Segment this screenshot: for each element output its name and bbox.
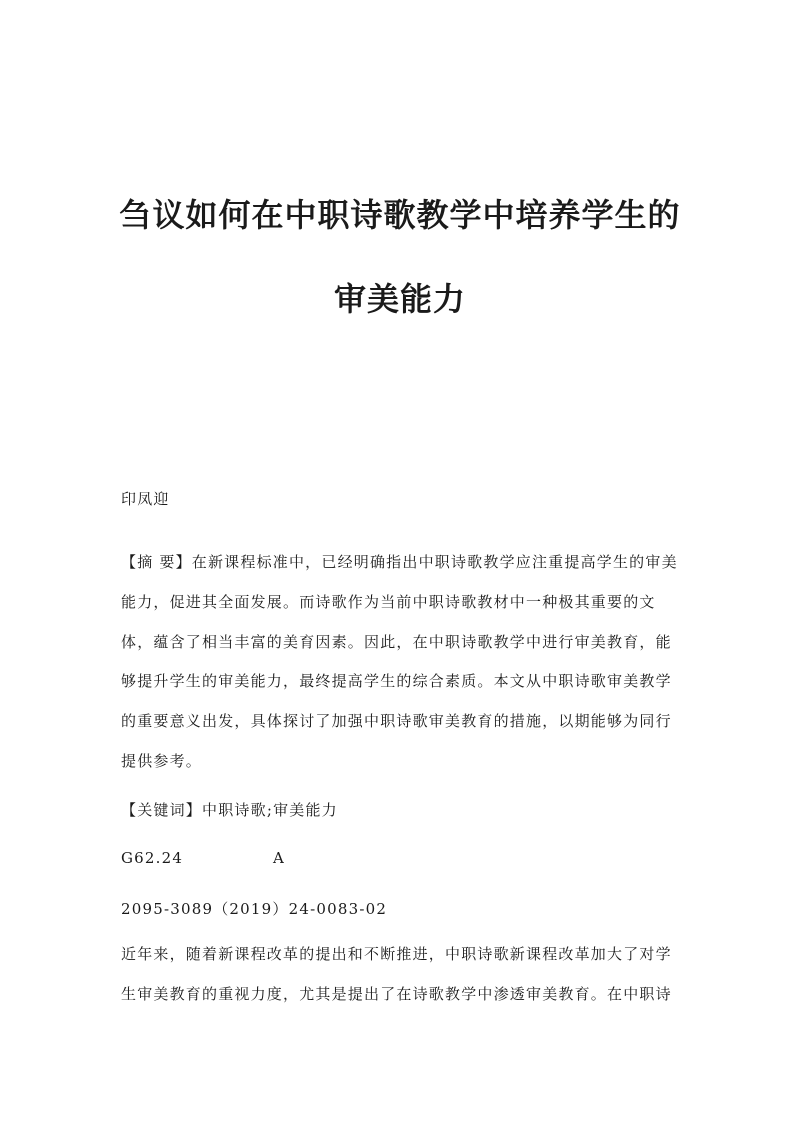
body-line-2: 生审美教育的重视力度，尤其是提出了在诗歌教学中渗透审美教育。在中职诗	[121, 985, 672, 1003]
abstract-line-6: 提供参考。	[121, 752, 203, 770]
abstract-line-4: 够提升学生的审美能力，最终提高学生的综合素质。本文从中职诗歌审美教学	[121, 672, 672, 690]
abstract-label: 【摘 要】	[121, 553, 192, 571]
abstract-line-3: 体，蕴含了相当丰富的美育因素。因此，在中职诗歌教学中进行审美教育，能	[121, 633, 672, 651]
author-name: 印凤迎	[121, 490, 170, 508]
classification-line	[121, 849, 686, 867]
abstract-text: 在新课程标准中，已经明确指出中职诗歌教学应注重提高学生的审美	[191, 553, 678, 571]
article-id: 2095-3089（2019）24-0083-02	[121, 900, 388, 918]
document-code: A	[273, 849, 286, 867]
abstract-line-5: 的重要意义出发，具体探讨了加强中职诗歌审美教育的措施，以期能够为同行	[121, 712, 672, 730]
abstract-line-2: 能力，促进其全面发展。而诗歌作为当前中职诗歌教材中一种极其重要的文	[121, 593, 656, 611]
body-line-1: 近年来，随着新课程改革的提出和不断推进，中职诗歌新课程改革加大了对学	[121, 945, 672, 963]
paper-title-line-2: 审美能力	[333, 280, 466, 318]
keywords-value: 中职诗歌;审美能力	[202, 801, 338, 819]
paper-title-line-1: 刍议如何在中职诗歌教学中培养学生的	[119, 196, 681, 234]
keywords-label: 【关键词】	[121, 801, 203, 819]
clc-number: G62.24	[121, 849, 184, 867]
abstract-line-1	[121, 542, 686, 582]
keywords-line	[121, 799, 686, 820]
